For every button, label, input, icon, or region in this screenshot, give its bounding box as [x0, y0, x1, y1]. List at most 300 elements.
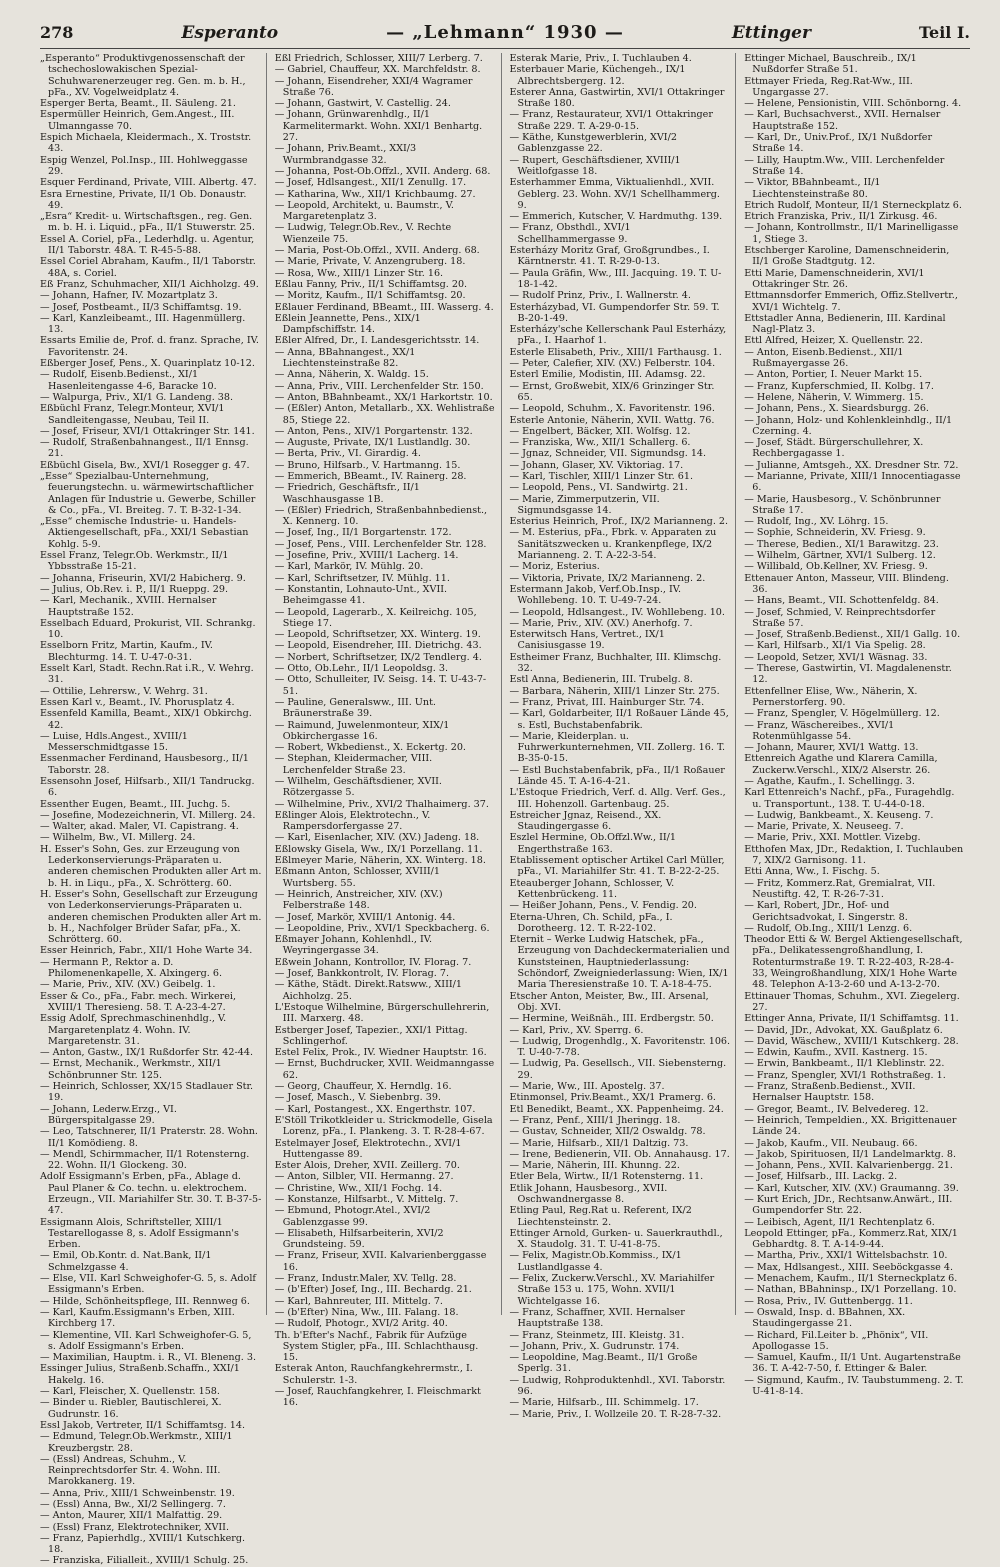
directory-entry: — Moritz, Kaufm., II/1 Schiffamtsg. 20.	[274, 290, 466, 302]
directory-entry: Theodor Etti & W. Bergel Aktiengesellschaft, pFa., Delikatessengroßhandlung, I. Rotenturmstraße 19. T. R-22-403, R-28-4-33, Weingroßhandlung, XIX/1 Hohe Warte 48. Telephon A-13-2-60 und A-13-2-70.	[744, 934, 963, 991]
column-1	[40, 53, 267, 1567]
directory-entry: Eteauberger Johann, Schlosser, V. Kettenbrückeng. 11.	[509, 877, 675, 900]
directory-entry: — Marie, Hausbesorg., V. Schönbrunner Straße 17.	[744, 493, 941, 516]
directory-entry: Estermann Jakob, Verf.Ob.Insp., IV. Wohllebeng. 10. T. U-49-7-24.	[509, 583, 682, 607]
directory-entry: — Leopold, Eisendreher, III. Dietrichg. 43.	[274, 640, 482, 652]
directory-entry: — Josef, Straßenb.Bedienst., XII/1 Gallg. 10.	[744, 629, 961, 641]
directory-entry: — Ludwig, Telegr.Ob.Rev., V. Rechte Wienzeile 75.	[274, 222, 452, 245]
right-header-word: Ettinger	[731, 23, 811, 43]
directory-entry: — Marie, Hilfsarb., XII/1 Daltzig. 73.	[509, 1137, 689, 1149]
directory-entry: — Josef, Friseur, XVI/1 Ottakringer Str. 141.	[40, 425, 255, 437]
directory-entry: Eßlinger Alois, Elektrotechn., V. Rampersdorfergasse 27.	[274, 809, 431, 833]
directory-entry: Etablissement optischer Artikel Carl Müller, pFa., VI. Mariahilfer Str. 41. T. B-22-2-25.	[509, 855, 725, 878]
directory-entry: — Robert, Wkbedienst., X. Eckertg. 20.	[274, 742, 466, 754]
directory-entry: Essenfeld Kamilla, Beamt., XIX/1 Obkirchg. 42.	[40, 708, 252, 731]
directory-entry: Etling Paul, Reg.Rat u. Referent, IX/2 Liechtensteinstr. 2.	[509, 1205, 692, 1228]
directory-entry: — Johann, Gastwirt, V. Castellig. 24.	[274, 98, 451, 110]
directory-entry: — Josef, Rauchfangkehrer, I. Fleischmarkt 16.	[274, 1386, 481, 1409]
directory-entry: Ettinger Arnold, Gurken- u. Sauerkrauthdl., X. Staudolg. 31. T. U-41-8-75.	[509, 1227, 723, 1251]
directory-entry: Estberger Josef, Tapezier., XXI/1 Pittag. Schlingerhof.	[274, 1024, 468, 1047]
directory-entry: — Johann, Eisendreher, XXI/4 Wagramer Straße 76.	[274, 75, 473, 98]
directory-entry: — Nathan, BBahninsp., IX/1 Porzellang. 10.	[744, 1284, 957, 1296]
directory-entry: Eterna-Uhren, Ch. Schild, pFa., I. Dorotheerg. 12. T. R-22-102.	[509, 911, 673, 934]
directory-entry: — Hilde, Schönheitspflege, III. Rennweg 6.	[40, 1295, 250, 1307]
directory-entry: — Franz, Wäschereibes., XVI/1 Rotenmühlgasse 54.	[744, 719, 895, 742]
directory-entry: — Felix, Magistr.Ob.Kommiss., IX/1 Lustlandlgasse 4.	[509, 1250, 682, 1273]
directory-entry: — Käthe, Städt. Direkt.Ratsww., XIII/1 Aichholzg. 25.	[274, 979, 462, 1002]
directory-entry: — Ernst, Großwebit, XIX/6 Grinzinger Str. 65.	[509, 380, 715, 403]
directory-entry: — Ebmund, Photogr.Atel., XVI/2 Gablenzgasse 99.	[274, 1205, 431, 1228]
directory-entry: Esperger Berta, Beamt., II. Säuleng. 21.	[40, 98, 236, 110]
directory-entry: — Gustav, Schneider, XII/2 Oswaldg. 78.	[509, 1126, 706, 1138]
directory-entry: — Franziska, Filialleit., XVIII/1 Schulg. 25.	[40, 1555, 249, 1567]
directory-entry: — David, Wäschew., XVIII/1 Kutschkerg. 28.	[744, 1035, 959, 1047]
directory-entry: — Franz, Privat, III. Hainburger Str. 74.	[509, 696, 705, 708]
directory-entry: — Konstantin, Lohnauto-Unt., XVII. Beheimgasse 41.	[274, 583, 448, 607]
directory-entry: L'Estoque Wilhelmine, Bürgerschullehrerin, III. Marxerg. 48.	[274, 1001, 490, 1025]
directory-entry: — Bruno, Hilfsarb., V. Hartmanng. 15.	[274, 459, 461, 471]
directory-entry: — Willibald, Ob.Kellner, XV. Friesg. 9.	[744, 561, 928, 573]
directory-entry: — Emmerich, Kutscher, V. Hardmuthg. 139.	[509, 211, 723, 223]
directory-entry: — Karl, Kanzleibeamt., III. Hagenmüllerg. 13.	[40, 312, 246, 336]
directory-entry: Ettinauer Thomas, Schuhm., XVI. Ziegelerg. 27.	[744, 990, 960, 1013]
directory-entry: Adolf Essigmann's Erben, pFa., Ablage d. Paul Planer & Co. techn. u. elektrochem. Erzeugn., VII. Mariahilfer Str. 30. T. B-37-5-47.	[40, 1171, 262, 1217]
directory-entry: Esselbach Eduard, Prokurist, VII. Schrankg. 10.	[40, 617, 256, 641]
page-number: 278	[40, 23, 74, 42]
directory-entry: Esterle Antonie, Näherin, XVII. Wattg. 76.	[509, 414, 715, 426]
directory-entry: — Josef, Bankkontrolt, IV. Florag. 7.	[274, 968, 450, 980]
directory-entry: — Anton, BBahnbeamt., XX/1 Harkortstr. 10.	[274, 391, 493, 403]
directory-entry: — Anton, Portier, I. Neuer Markt 15.	[744, 369, 923, 381]
directory-entry: Eßmayer Johann, Kohlenhdl., IV. Weyringergasse 34.	[274, 934, 433, 957]
directory-entry: — (Eßler) Friedrich, Straßenbahnbedienst., X. Kennerg. 10.	[274, 504, 488, 528]
directory-entry: — Karl, Goldarbeiter, II/1 Roßauer Lände 45, s. Estl, Buchstabenfabrik.	[509, 708, 729, 731]
directory-entry: Ettinger Anna, Private, II/1 Schiffamtsg. 11.	[744, 1013, 959, 1025]
directory-entry: — (Essl) Andreas, Schuhm., V. Reinprechtsdorfer Str. 4. Wohn. III. Marokkanerg. 19.	[40, 1453, 221, 1488]
directory-entry: — Franziska, Ww., XII/1 Schallerg. 6.	[509, 437, 691, 449]
directory-entry: — (Essl) Franz, Elektrotechniker, XVII.	[40, 1521, 230, 1533]
directory-entry: Th. b'Efter's Nachf., Fabrik für Aufzüge System Stigler, pFa., III. Schlachthausg. 15.	[274, 1329, 479, 1364]
directory-entry: — Julianne, Amtsgeh., XX. Dresdner Str. 72.	[744, 459, 959, 471]
directory-entry: — Martha, Priv., XXI/1 Wittelsbachstr. 10.	[744, 1250, 948, 1262]
directory-entry: — Barbara, Näherin, XIII/1 Linzer Str. 275.	[509, 685, 720, 697]
directory-entry: — Konstanze, Hilfsarbt., V. Mittelg. 7.	[274, 1193, 459, 1205]
directory-entry: — Berta, Priv., VI. Girardig. 4.	[274, 448, 421, 460]
directory-entry: Estl Anna, Bedienerin, III. Trubelg. 8.	[509, 674, 693, 686]
directory-entry: — Karl, Mechanik., XVIII. Hernalser Hauptstraße 152.	[40, 595, 217, 618]
directory-entry: — Marie, Private, V. Anzengruberg. 18.	[274, 256, 466, 268]
directory-entry: — Wilhelmine, Priv., XVI/2 Thalhaimerg. 37.	[274, 798, 489, 810]
directory-entry: — Rosa, Priv., IV. Guttenbergg. 11.	[744, 1295, 913, 1307]
directory-entry: — Marie, Zimmerputzerin, VII. Sigmundsgasse 14.	[509, 493, 660, 516]
directory-entry: — Karl, Buchsachverst., XVII. Hernalser Hauptstraße 152.	[744, 109, 941, 132]
directory-entry: — Ottilie, Lehrersw., V. Wehrg. 31.	[40, 685, 208, 697]
directory-entry: — Josefine, Priv., XVIII/1 Lacherg. 14.	[274, 550, 459, 562]
directory-entry: Eßlau Fanny, Priv., II/1 Schiffamtsg. 20.	[274, 278, 468, 290]
directory-entry: — Rudolf, Ing., XV. Löhrg. 15.	[744, 516, 889, 528]
directory-entry: — Otto, Schulleiter, IV. Seisg. 14. T. U-43-7-51.	[274, 674, 487, 697]
directory-entry: — Johann, Priv.Beamt., XXI/3 Wurmbrandgasse 32.	[274, 143, 417, 166]
directory-entry: Essarts Emilie de, Prof. d. franz. Sprache, IV. Favoritenstr. 24.	[40, 335, 259, 358]
directory-entry: — Karl, Priv., XV. Sperrg. 6.	[509, 1024, 644, 1036]
directory-entry: — Johann, Pens., X. Sieardsburgg. 26.	[744, 403, 929, 415]
directory-entry: — Leopold, Pens., VI. Sandwirtg. 21.	[509, 482, 688, 494]
directory-entry: — Leopold, Hdlsangest., IV. Wohllebeng. 10.	[509, 606, 725, 618]
directory-entry: Essel A. Coriel, pFa., Lederhdlg. u. Agentur, II/1 Taborstr. 48A. T. R-45-5-88.	[40, 233, 255, 257]
directory-entry: Esquer Ferdinand, Private, VIII. Albertg. 47.	[40, 177, 257, 189]
directory-entry: Eß Franz, Schuhmacher, XII/1 Aichholzg. 49.	[40, 278, 259, 290]
directory-entry: — Sigmund, Kaufm., IV. Taubstummeng. 2. T. U-41-8-14.	[744, 1374, 964, 1398]
directory-entry: — Franz, Schaffner, XVII. Hernalser Hauptstraße 138.	[509, 1306, 685, 1330]
directory-entry: — Estl Buchstabenfabrik, pFa., II/1 Roßauer Lände 45. T. A-16-4-21.	[509, 764, 725, 787]
directory-entry: — Heißer Johann, Pens., V. Fendig. 20.	[509, 900, 697, 912]
directory-entry: — Käthe, Kunstgewerblerin, XVI/2 Gablenzgasse 22.	[509, 132, 677, 155]
directory-entry: — Lilly, Hauptm.Ww., VIII. Lerchenfelder Straße 14.	[744, 154, 945, 177]
columns	[40, 53, 970, 1567]
directory-entry: — Anna, Priv., VIII. Lerchenfelder Str. 150.	[274, 380, 484, 392]
directory-entry: — Ludwig, Drogenhdlg., X. Favoritenstr. 106. T. U-40-7-78.	[509, 1035, 731, 1059]
directory-entry: „Esra“ Kredit- u. Wirtschaftsgen., reg. Gen. m. b. H. i. Liquid., pFa., II/1 Stuwerstr. 25.	[40, 211, 255, 234]
directory-entry: Eßler Alfred, Dr., I. Landesgerichtsstr. 14.	[274, 335, 480, 347]
column-4	[744, 53, 970, 1398]
directory-entry: — Max, Hdlsangest., XIII. Seeböckgasse 4.	[744, 1261, 954, 1273]
directory-entry: — Franz, Kupferschmied, II. Kolbg. 17.	[744, 380, 934, 392]
directory-entry: Eßberger Josef, Pens., X. Quarinplatz 10-12.	[40, 358, 255, 370]
directory-entry: — Wilhelm, Gärtner, XVI/1 Sulberg. 12.	[744, 550, 936, 562]
directory-entry: Eßbüchl Gisela, Bw., XVI/1 Rosegger g. 47.	[40, 459, 250, 471]
directory-entry: — Else, VII. Karl Schweighofer-G. 5, s. Adolf Essigmann's Erben.	[40, 1273, 256, 1296]
directory-entry: — Rudolf, Photogr., XVI/2 Aritg. 40.	[274, 1318, 448, 1330]
directory-entry: — Auguste, Private, IX/1 Lustlandlg. 30.	[274, 437, 471, 449]
directory-entry: Esterle Elisabeth, Priv., XIII/1 Farthausg. 1.	[509, 346, 722, 358]
directory-entry: H. Esser's Sohn, Gesellschaft zur Erzeugung von Lederkonservierungs-Präparaten u. anderen chemischen Produkten aller Art m. b. H., Nachfolger Brüder Safar, pFa., X. Schrötterg. 60.	[40, 888, 262, 946]
directory-entry: Leopold Ettinger, pFa., Kommerz.Rat, XIX/1 Gebhardtg. 8. T. A-14-9-44.	[744, 1227, 958, 1251]
directory-entry: — Karl, Hilfsarb., XI/1 Via Spelig. 28.	[744, 640, 926, 652]
directory-entry: — Anton, Pens., XIV/1 Porgartenstr. 132.	[274, 425, 473, 437]
directory-entry: Essenmacher Ferdinand, Hausbesorg., II/1 Taborstr. 28.	[40, 753, 249, 776]
directory-entry: — Gabriel, Chauffeur, XX. Marchfeldstr. 8.	[274, 64, 481, 76]
directory-entry: Esterak Marie, Priv., I. Tuchlauben 4.	[509, 53, 692, 64]
directory-entry: — Anton, Maurer, XII/1 Malfattig. 29.	[40, 1510, 223, 1522]
directory-entry: Etti Anna, Ww., I. Fischg. 5.	[744, 866, 880, 878]
directory-entry: — Rudolf Prinz, Priv., I. Wallnerstr. 4.	[509, 290, 691, 302]
directory-entry: — (b'Efter) Josef, Ing., III. Bechardg. 21.	[274, 1284, 472, 1296]
directory-entry: H. Esser's Sohn, Ges. zur Erzeugung von Lederkonservierungs-Präparaten u. anderen chemischen Produkten aller Art m. b. H. in Liqu., pFa., X. Schrötterg. 60.	[40, 843, 262, 889]
directory-entry: — Anton, Silbler, VII. Hermanng. 27.	[274, 1171, 454, 1183]
directory-entry: — Raimund, Juwelenmonteur, XIX/1 Obkirchergasse 16.	[274, 719, 450, 742]
directory-entry: — Anna, BBahnangest., XX/1 Liechtensteinstraße 82.	[274, 346, 416, 370]
directory-entry: — Leopoldine, Mag.Beamt., II/1 Große Sperlg. 31.	[509, 1352, 698, 1375]
directory-entry: — (b'Efter) Nina, Ww., III. Falang. 18.	[274, 1306, 459, 1318]
directory-entry: — Leopold, Schriftsetzer, XX. Winterg. 19.	[274, 629, 481, 641]
directory-entry: — Edmund, Telegr.Ob.Werkmstr., XIII/1 Kreuzbergstr. 28.	[40, 1431, 233, 1454]
directory-entry: — Heinrich, Schlosser, XX/15 Stadlauer Str. 19.	[40, 1081, 254, 1104]
directory-entry: Etrich Franziska, Priv., II/1 Zirkusg. 46.	[744, 211, 938, 223]
directory-entry: — Hermann P., Rektor a. D. Philomenenkapelle, X. Alxingerg. 6.	[40, 956, 223, 980]
directory-entry: — Binder u. Riebler, Bautischlerei, X. Gudrunstr. 16.	[40, 1397, 222, 1420]
directory-entry: — Marie, Hilfsarb., III. Schimmelg. 17.	[509, 1397, 699, 1409]
directory-entry: — Marie, Kleiderplan. u. Fuhrwerkunternehmen, VII. Zollerg. 16. T. B-35-0-15.	[509, 730, 725, 765]
directory-entry: — Josef, Hilfsarb., III. Lackg. 2.	[744, 1171, 898, 1183]
directory-entry: — Menachem, Kaufm., II/1 Sterneckplatz 6.	[744, 1273, 958, 1285]
directory-entry: — Josef, Masch., V. Siebenbrg. 39.	[274, 1092, 441, 1104]
directory-entry: „Esse“ chemische Industrie- u. Handels-Aktiengesellschaft, pFa., XXI/1 Sebastian Kohlg. 5-9.	[40, 516, 249, 550]
column-3	[509, 53, 737, 1420]
directory-entry: Ester Alois, Dreher, XVII. Zeillerg. 70.	[274, 1160, 460, 1172]
directory-entry: — Therese, Gastwirtin, VI. Magdalenenstr. 12.	[744, 663, 952, 686]
directory-entry: — Josef, Schmied, V. Reinprechtsdorfer Straße 57.	[744, 606, 936, 629]
directory-entry: — Leopold, Lagerarb., X. Keilreichg. 105, Stiege 17.	[274, 606, 477, 629]
directory-entry: Eßlmeyer Marie, Näherin, XX. Winterg. 18.	[274, 855, 486, 867]
directory-entry: „Esperanto“ Produktivgenossenschaft der tschechoslowakischen Spezial-Schuhwarenerzeuger reg. Gen. m. b. H., pFa., XV. Vogelweidplatz 4.	[40, 53, 246, 98]
directory-entry: — Rudolf, Ob.Ing., XIII/1 Lenzg. 6.	[744, 922, 913, 934]
directory-entry: — Maria, Post-Ob.Offzl., XVII. Anderg. 68.	[274, 245, 480, 257]
directory-entry: — Josef, Markör, XVIII/1 Antonig. 44.	[274, 911, 456, 923]
directory-entry: — Karl, Schriftsetzer, IV. Mühlg. 11.	[274, 572, 450, 584]
directory-entry: — Mendl, Schirmmacher, II/1 Rotensterng. 22. Wohn. II/1 Glockeng. 30.	[40, 1148, 250, 1172]
part-label: Teil I.	[918, 23, 970, 42]
directory-entry: Eszlel Hermine, Ob.Offzl.Ww., II/1 Engerthstraße 163.	[509, 832, 677, 855]
directory-entry: — Josef, Ing., II/1 Borgartenstr. 172.	[274, 527, 452, 539]
directory-entry: — Wilhelm, Geschäftsdiener, XVII. Rötzergasse 5.	[274, 776, 442, 799]
directory-entry: Estheimer Franz, Buchhalter, III. Klimschg. 32.	[509, 651, 722, 675]
directory-entry: Essel Franz, Telegr.Ob. Werkmstr., II/1 Ybbsstraße 15-21.	[40, 550, 229, 573]
directory-entry: — Leopoldine, Priv., XVI/1 Speckbacherg. 6.	[274, 922, 490, 934]
directory-entry: — Walter, akad. Maler, VI. Capistrang. 4.	[40, 821, 239, 833]
directory-entry: — Erwin, Bankbeamt., II/1 Kleblinstr. 22.	[744, 1058, 945, 1070]
directory-entry: — Karl, Kaufm.Essigmann's Erben, XIII. Kirchberg 17.	[40, 1306, 235, 1330]
directory-entry: — Ernst, Buchdrucker, XVII. Weidmanngasse 62.	[274, 1058, 495, 1081]
directory-entry: Etscher Anton, Meister, Bw., III. Arsenal, Obj. XVI.	[509, 990, 709, 1013]
directory-entry: Essensohn Josef, Hilfsarb., XII/1 Tandruckg. 6.	[40, 776, 255, 799]
directory-entry: Essen Karl v., Beamt., IV. Phorusplatz 4.	[40, 696, 235, 708]
directory-entry: — Otto, Ob.Lehr., II/1 Leopoldsg. 3.	[274, 663, 449, 675]
directory-entry: — Johann, Kontrollmstr., II/1 Marinelligasse 1, Stiege 3.	[744, 222, 959, 245]
directory-entry: — Heinrich, Tempeldien., XX. Brigittenauer Lände 24.	[744, 1114, 957, 1138]
directory-entry: — Rudolf, Eisenb.Bedienst., XI/1 Hasenleitengasse 4-6, Baracke 10.	[40, 369, 217, 392]
directory-entry: Eßmann Anton, Schlosser, XVIII/1 Wurtsberg. 55.	[274, 866, 440, 889]
directory-entry: Ettmayer Frieda, Reg.Rat-Ww., III. Ungargasse 27.	[744, 75, 913, 98]
directory-entry: Essig Adolf, Sprechmaschinenhdlg., V. Margaretenplatz 4. Wohn. IV. Margaretenstr. 31.	[40, 1013, 227, 1047]
directory-entry: — Marie, Priv., XXI. Mottler. Vizebg.	[744, 832, 921, 844]
directory-entry: — Johann, Grünwarenhdlg., II/1 Karmelitermarkt. Wohn. XXI/1 Benhartg. 27.	[274, 109, 483, 144]
directory-entry: — M. Esterius, pFa., Fbrk. v. Apparaten zu Sanitätszwecken u. Krankenpflege, IX/2 Marianneng. 2. T. A-22-3-54.	[509, 527, 717, 562]
directory-entry: Esser & Co., pFa., Fabr. mech. Wirkerei, XVIII/1 Theresieng. 58. T. A-23-4-27.	[40, 990, 237, 1013]
directory-entry: Eßwein Johann, Kontrollor, IV. Florag. 7.	[274, 956, 472, 968]
directory-entry: Estelmayer Josef, Elektrotechn., XVI/1 Huttengasse 89.	[274, 1137, 462, 1160]
directory-entry: — Helene, Pensionistin, VIII. Schönborng. 4.	[744, 98, 962, 110]
directory-entry: — Johann, Lederw.Erzg., VI. Bürgerspitalgasse 29.	[40, 1103, 177, 1126]
directory-entry: Etti Marie, Damenschneiderin, XVI/1 Ottakringer Str. 26.	[744, 267, 925, 290]
directory-entry: — Johann, Holz- und Kohlenkleinhdlg., II/1 Czerning. 4.	[744, 414, 953, 437]
directory-entry: E'Stöll Trikotkleider u. Strickmodelle, Gisela Lorenz, pFa., I. Plankeng. 3. T. R-28-4-67.	[274, 1114, 493, 1138]
directory-entry: — Franz, Penf., XIII/1 Jheringg. 18.	[509, 1114, 681, 1126]
directory-entry: — Jgnaz, Schneider, VII. Sigmundsg. 14.	[509, 448, 707, 460]
directory-entry: — Norbert, Schriftsetzer, IX/2 Tendlerg. 4.	[274, 651, 482, 663]
directory-entry: — Paula Gräfin, Ww., III. Jacquing. 19. T. U-18-1-42.	[509, 267, 722, 290]
directory-entry: — Jakob, Kaufm., VII. Neubaug. 66.	[744, 1137, 918, 1149]
directory-entry: — Franz, Industr.Maler, XV. Tellg. 28.	[274, 1273, 457, 1285]
directory-entry: — Emmerich, BBeamt., IV. Rainerg. 28.	[274, 470, 467, 482]
directory-entry: Esterházy'sche Kellerschank Paul Esterházy, pFa., I. Haarhof 1.	[509, 324, 727, 347]
directory-entry: Ettenauer Anton, Masseur, VIII. Blindeng. 36.	[744, 572, 949, 595]
directory-entry: — Marie, Ww., III. Apostelg. 37.	[509, 1081, 665, 1093]
directory-entry: Etinmonsel, Priv.Beamt., XX/1 Pramerg. 6.	[509, 1092, 716, 1104]
directory-entry: — Franz, Spengler, V. Högelmüllerg. 12.	[744, 708, 940, 720]
directory-entry: — Karl, Fleischer, X. Quellenstr. 158.	[40, 1386, 220, 1398]
directory-entry: — Franz, Papierhdlg., XVIII/1 Kutschkerg. 18.	[40, 1532, 246, 1556]
directory-entry: — Marie, Priv., I. Wollzeile 20. T. R-28-7-32.	[509, 1408, 722, 1420]
directory-entry: — Ludwig, Rohproduktenhdl., XVI. Taborstr. 96.	[509, 1374, 726, 1398]
publication-title: — „Lehmann“ 1930 —	[386, 22, 624, 43]
directory-entry: — Leopold, Schuhm., X. Favoritenstr. 196.	[509, 403, 715, 415]
directory-entry: — Hermine, Weißnäh., III. Erdbergstr. 50.	[509, 1013, 714, 1025]
directory-entry: Karl Ettenreich's Nachf., pFa., Furagehdlg. u. Transportunt., 138. T. U-44-0-18.	[744, 787, 955, 810]
directory-entry: — Johanna, Friseurin, XVI/2 Habicherg. 9.	[40, 572, 246, 584]
directory-entry: — Elisabeth, Hilfsarbeiterin, XVI/2 Grundsteing. 59.	[274, 1227, 444, 1251]
directory-entry: „Esse“ Spezialbau-Unternehmung, feuerungstechn. u. wärmewirtschaftlicher Anlagen für Industrie u. Gewerbe, Schiller & Co., pFa., VI. Breiteg. 7. T. B-32-1-34.	[40, 470, 256, 516]
directory-entry: — Marie, Private, X. Neuseeg. 7.	[744, 821, 904, 833]
directory-entry: — Leopold, Architekt, u. Baumstr., V. Margaretenplatz 3.	[274, 199, 454, 223]
directory-entry: — Rudolf, Straßenbahnangest., II/1 Ennsg. 21.	[40, 437, 249, 460]
directory-entry: L'Estoque Friedrich, Verf. d. Allg. Verf. Ges., III. Hohenzoll. Gartenbaug. 25.	[509, 787, 726, 810]
directory-entry: — Johann, Hafner, IV. Mozartplatz 3.	[40, 290, 218, 302]
directory-entry: Esterbauer Marie, Küchengeh., IX/1 Albrechtsbergerg. 12.	[509, 64, 686, 87]
directory-entry: — Josefine, Modezeichnerin, VI. Millerg. 24.	[40, 809, 256, 821]
directory-entry: — Heinrich, Anstreicher, XIV. (XV.) Felberstraße 148.	[274, 888, 443, 912]
directory-entry: Eßlowsky Gisela, Ww., IX/1 Porzellang. 11.	[274, 843, 483, 855]
directory-entry: Etthofen Max, JDr., Redaktion, I. Tuchlauben 7, XIX/2 Garnisong. 11.	[744, 843, 964, 867]
directory-entry: — Pauline, Generalsww., III. Unt. Bräunerstraße 39.	[274, 696, 436, 720]
directory-entry: — Ernst, Mechanik., Werkmstr., XII/1 Schönbrunner Str. 125.	[40, 1058, 222, 1081]
directory-entry: Esterhammer Emma, Viktualienhdl., XVII. Geblerg. 23. Wohn. XV/1 Schellhammerg. 9.	[509, 177, 720, 211]
directory-entry: Eßl Friedrich, Schlosser, XIII/7 Lerberg. 7.	[274, 53, 483, 64]
directory-entry: — Josef, Städt. Bürgerschullehrer, X. Rechbergagasse 1.	[744, 437, 924, 460]
directory-entry: Ettenfellner Elise, Ww., Näherin, X. Pernerstorferg. 90.	[744, 685, 918, 708]
directory-entry: — Richard, Fil.Leiter b. „Phönix“, VII. Apollogasse 15.	[744, 1329, 929, 1352]
directory-entry: — Anton, Gastw., IX/1 Rußdorfer Str. 42-44.	[40, 1047, 253, 1059]
directory-entry: — Josef, Hdlsangest., XII/1 Zenullg. 17.	[274, 177, 467, 189]
directory-entry: — Kurt Erich, JDr., Rechtsanw.Anwärt., III. Gumpendorfer Str. 22.	[744, 1193, 953, 1217]
directory-entry: — (Essl) Anna, Bw., XI/2 Sellingerg. 7.	[40, 1499, 226, 1510]
page-header	[40, 22, 970, 49]
directory-entry: — Anton, Eisenb.Bedienst., XII/1 Rußmayergasse 26.	[744, 346, 904, 370]
directory-entry: Essenther Eugen, Beamt., III. Juchg. 5.	[40, 798, 231, 810]
directory-entry: — Franz, Steinmetz, III. Kleistg. 31.	[509, 1329, 685, 1341]
directory-entry: Essel Coriel Abraham, Kaufm., II/1 Taborstr. 48A, s. Coriel.	[40, 256, 256, 279]
directory-entry: — Fritz, Kommerz.Rat, Gremialrat, VII. Neustiftg. 42, T. R-26-7-31.	[744, 877, 936, 900]
directory-entry: Etler Bela, Wirtw., II/1 Rotensterng. 11.	[509, 1171, 704, 1183]
directory-entry: — Johann, Maurer, XVI/1 Wattg. 13.	[744, 742, 919, 754]
directory-entry: Essl Jakob, Vertreter, II/1 Schiffamtsg. 14.	[40, 1419, 246, 1431]
directory-entry: Etrich Rudolf, Monteur, II/1 Sterneckplatz 6.	[744, 199, 962, 211]
directory-entry: — Hans, Beamt., VII. Schottenfeldg. 84.	[744, 595, 939, 607]
directory-entry: — Julius, Ob.Rev. i. P., II/1 Rueppg. 29.	[40, 583, 228, 595]
directory-entry: Esser Heinrich, Fabr., XII/1 Hohe Warte 34.	[40, 945, 253, 957]
directory-entry: — Stephan, Kleidermacher, VIII. Lerchenfelder Straße 23.	[274, 753, 433, 776]
directory-entry: — Karl, Bahnreuter, III. Mittelg. 7.	[274, 1295, 443, 1307]
directory-entry: — Josef, Postbeamt., II/3 Schiffamtsg. 19.	[40, 301, 242, 313]
directory-entry: — Rupert, Geschäftsdiener, XVIII/1 Weitlofgasse 18.	[509, 154, 681, 177]
directory-entry: — Marie, Näherin, III. Khunng. 22.	[509, 1160, 680, 1172]
directory-entry: Esterer Anna, Gastwirtin, XVI/1 Ottakringer Straße 180.	[509, 86, 725, 110]
directory-entry: Esterius Heinrich, Prof., IX/2 Marianneng. 2.	[509, 516, 729, 528]
directory-entry: — Viktor, BBahnbeamt., II/1 Liechtensteinstraße 80.	[744, 177, 881, 200]
directory-entry: — Franz, Straßenb.Bedienst., XVII. Hernalser Hauptstr. 158.	[744, 1081, 916, 1104]
directory-entry: — Katharina, Ww., XII/1 Krichbaumg. 27.	[274, 188, 476, 200]
directory-entry: — Anna, Priv., XIII/1 Schweinbenstr. 19.	[40, 1487, 235, 1499]
directory-entry: — Leo, Tatschnerer, II/1 Praterstr. 28. Wohn. II/1 Komödieng. 8.	[40, 1126, 258, 1149]
directory-entry: — Emil, Ob.Kontr. d. Nat.Bank, II/1 Schmelzgasse 4.	[40, 1250, 212, 1273]
directory-entry: — Franz, Restaurateur, XVI/1 Ottakringer Straße 229. T. A-29-0-15.	[509, 109, 713, 132]
directory-entry: — Samuel, Kaufm., II/1 Unt. Augartenstraße 36. T. A-42-7-50, f. Ettinger & Baler.	[744, 1352, 961, 1375]
directory-entry: — Felix, Zuckerw.Verschl., XV. Mariahilfer Straße 153 u. 175, Wohn. XVII/1 Wichtelgasse 16.	[509, 1273, 715, 1307]
directory-entry: — Peter, Calefier, XIV. (XV.) Felberstr. 104.	[509, 358, 716, 370]
directory-entry: Esselt Karl, Stadt. Rechn.Rat i.R., V. Wehrg. 31.	[40, 663, 254, 686]
directory-entry: — Walpurga, Priv., XI/1 G. Landeng. 38.	[40, 391, 234, 403]
directory-entry: — Viktoria, Private, IX/2 Marianneng. 2.	[509, 572, 706, 584]
directory-entry: Esterházy Moritz Graf, Großgrundbes., I. Kärntnerstr. 41. T. R-29-0-13.	[509, 245, 710, 268]
directory-entry: Estel Felix, Prok., IV. Wiedner Hauptstr. 16.	[274, 1047, 487, 1059]
directory-entry: — Johann, Pens., XVII. Kalvarienbergg. 21.	[744, 1160, 953, 1172]
directory-entry: — Karl, Kutscher, XIV. (XV.) Graumanng. 39.	[744, 1182, 959, 1194]
directory-entry: Eßlein Jeannette, Pens., XIX/1 Dampfschiffstr. 14.	[274, 312, 421, 336]
directory-entry: — Johanna, Post-Ob.Offzl., XVII. Anderg. 68.	[274, 165, 491, 177]
directory-entry: — Sophie, Schneiderin, XV. Friesg. 9.	[744, 527, 926, 539]
directory-entry: Ettmannsdorfer Emmerich, Offiz.Stellvertr., XVI/1 Wichtelg. 7.	[744, 290, 958, 313]
directory-entry: — Leibisch, Agent, II/1 Rechtenplatz 6.	[744, 1216, 935, 1228]
directory-entry: Esselborn Fritz, Martin, Kaufm., IV. Blechturmg. 14. T. U-47-0-31.	[40, 640, 213, 663]
directory-entry: — Edwin, Kaufm., XVII. Kastnerg. 15.	[744, 1047, 928, 1059]
directory-entry: — Karl, Eisenlacher, XIV. (XV.) Jadeng. 18.	[274, 832, 480, 844]
left-header-word: Esperanto	[181, 23, 279, 43]
directory-entry: Ettinger Michael, Bauschreib., IX/1 Nußdorfer Straße 51.	[744, 53, 917, 76]
directory-entry: — Irene, Bedienerin, VII. Ob. Annahausg. 17.	[509, 1148, 730, 1160]
directory-entry: Eßlauer Ferdinand, BBeamt., III. Wasserg. 4.	[274, 301, 494, 313]
directory-entry: — David, JDr., Advokat, XX. Gaußplatz 6.	[744, 1024, 943, 1036]
directory-entry: — Wilhelm, Bw., VI. Millerg. 24.	[40, 832, 196, 844]
directory-entry: Espermüller Heinrich, Gem.Angest., III. Ulmanngasse 70.	[40, 109, 235, 132]
directory-entry: — Karl, Robert, JDr., Hof- und Gerichtsadvokat, I. Singerstr. 8.	[744, 900, 908, 923]
directory-entry: — Franz, Obsthdl., XVI/1 Schellhammergasse 9.	[509, 222, 631, 245]
directory-entry: — Josef, Pens., VIII. Lerchenfelder Str. 128.	[274, 538, 487, 550]
directory-entry: — (Eßler) Anton, Metallarb., XX. Wehlistraße 85, Stiege 22.	[274, 403, 495, 426]
directory-entry: Esterak Anton, Rauchfangkehrermstr., I. Schulerstr. 1-3.	[274, 1363, 473, 1386]
directory-entry: Etlik Johann, Hausbesorg., XVII. Oschwandnergasse 8.	[509, 1182, 668, 1205]
directory-entry: — Johann, Glaser, XV. Viktoriag. 17.	[509, 459, 684, 471]
directory-entry: Esterwitsch Hans, Vertret., IX/1 Canisiusgasse 19.	[509, 629, 665, 652]
directory-entry: — Leopold, Setzer, XVI/1 Wäsnag. 33.	[744, 651, 928, 663]
directory-entry: Esterl Emilie, Modistin, III. Adamsg. 22.	[509, 369, 706, 381]
directory-entry: — Moriz, Esterius.	[509, 561, 600, 573]
directory-entry: Eßbüchl Franz, Telegr.Monteur, XVI/1 Sandleitengasse, Neubau, Teil II.	[40, 403, 225, 426]
directory-entry: Esterházybad, VI. Gumpendorfer Str. 59. T. B-20-1-49.	[509, 301, 720, 324]
directory-entry: — Jakob, Spirituosen, II/1 Landelmarktg. 8.	[744, 1148, 957, 1160]
directory-entry: Esra Ernestine, Private, II/1 Ob. Donaustr. 49.	[40, 188, 247, 211]
directory-entry: Estreicher Jgnaz, Reisend., XX. Staudingergasse 6.	[509, 809, 662, 833]
directory-entry: — Friedrich, Geschäftsfr., II/1 Waschhausgasse 1B.	[274, 482, 420, 505]
directory-entry: Etl Benedikt, Beamt., XX. Pappenheimg. 24.	[509, 1103, 724, 1115]
directory-entry: — Klementine, VII. Karl Schweighofer-G. 5, s. Adolf Essigmann's Erben.	[40, 1329, 252, 1352]
directory-entry: — Anna, Näherin, X. Waldg. 15.	[274, 369, 429, 381]
directory-entry: — Agathe, Kaufm., I. Schellingg. 3.	[744, 776, 915, 787]
directory-entry: Ettl Alfred, Heizer, X. Quellenstr. 22.	[744, 335, 923, 347]
directory-entry: — Maximilian, Hauptm. i. R., VI. Bleneng. 3.	[40, 1352, 257, 1364]
directory-entry: — Therese, Bedien., XI/1 Barawitzg. 23.	[744, 538, 939, 550]
directory-entry: Espich Michaela, Kleidermach., X. Troststr. 43.	[40, 132, 252, 155]
directory-entry: — Marie, Priv., XIV. (XV.) Geibelg. 1.	[40, 979, 216, 991]
directory-entry: — Helene, Näherin, V. Wimmerg. 15.	[744, 391, 924, 403]
